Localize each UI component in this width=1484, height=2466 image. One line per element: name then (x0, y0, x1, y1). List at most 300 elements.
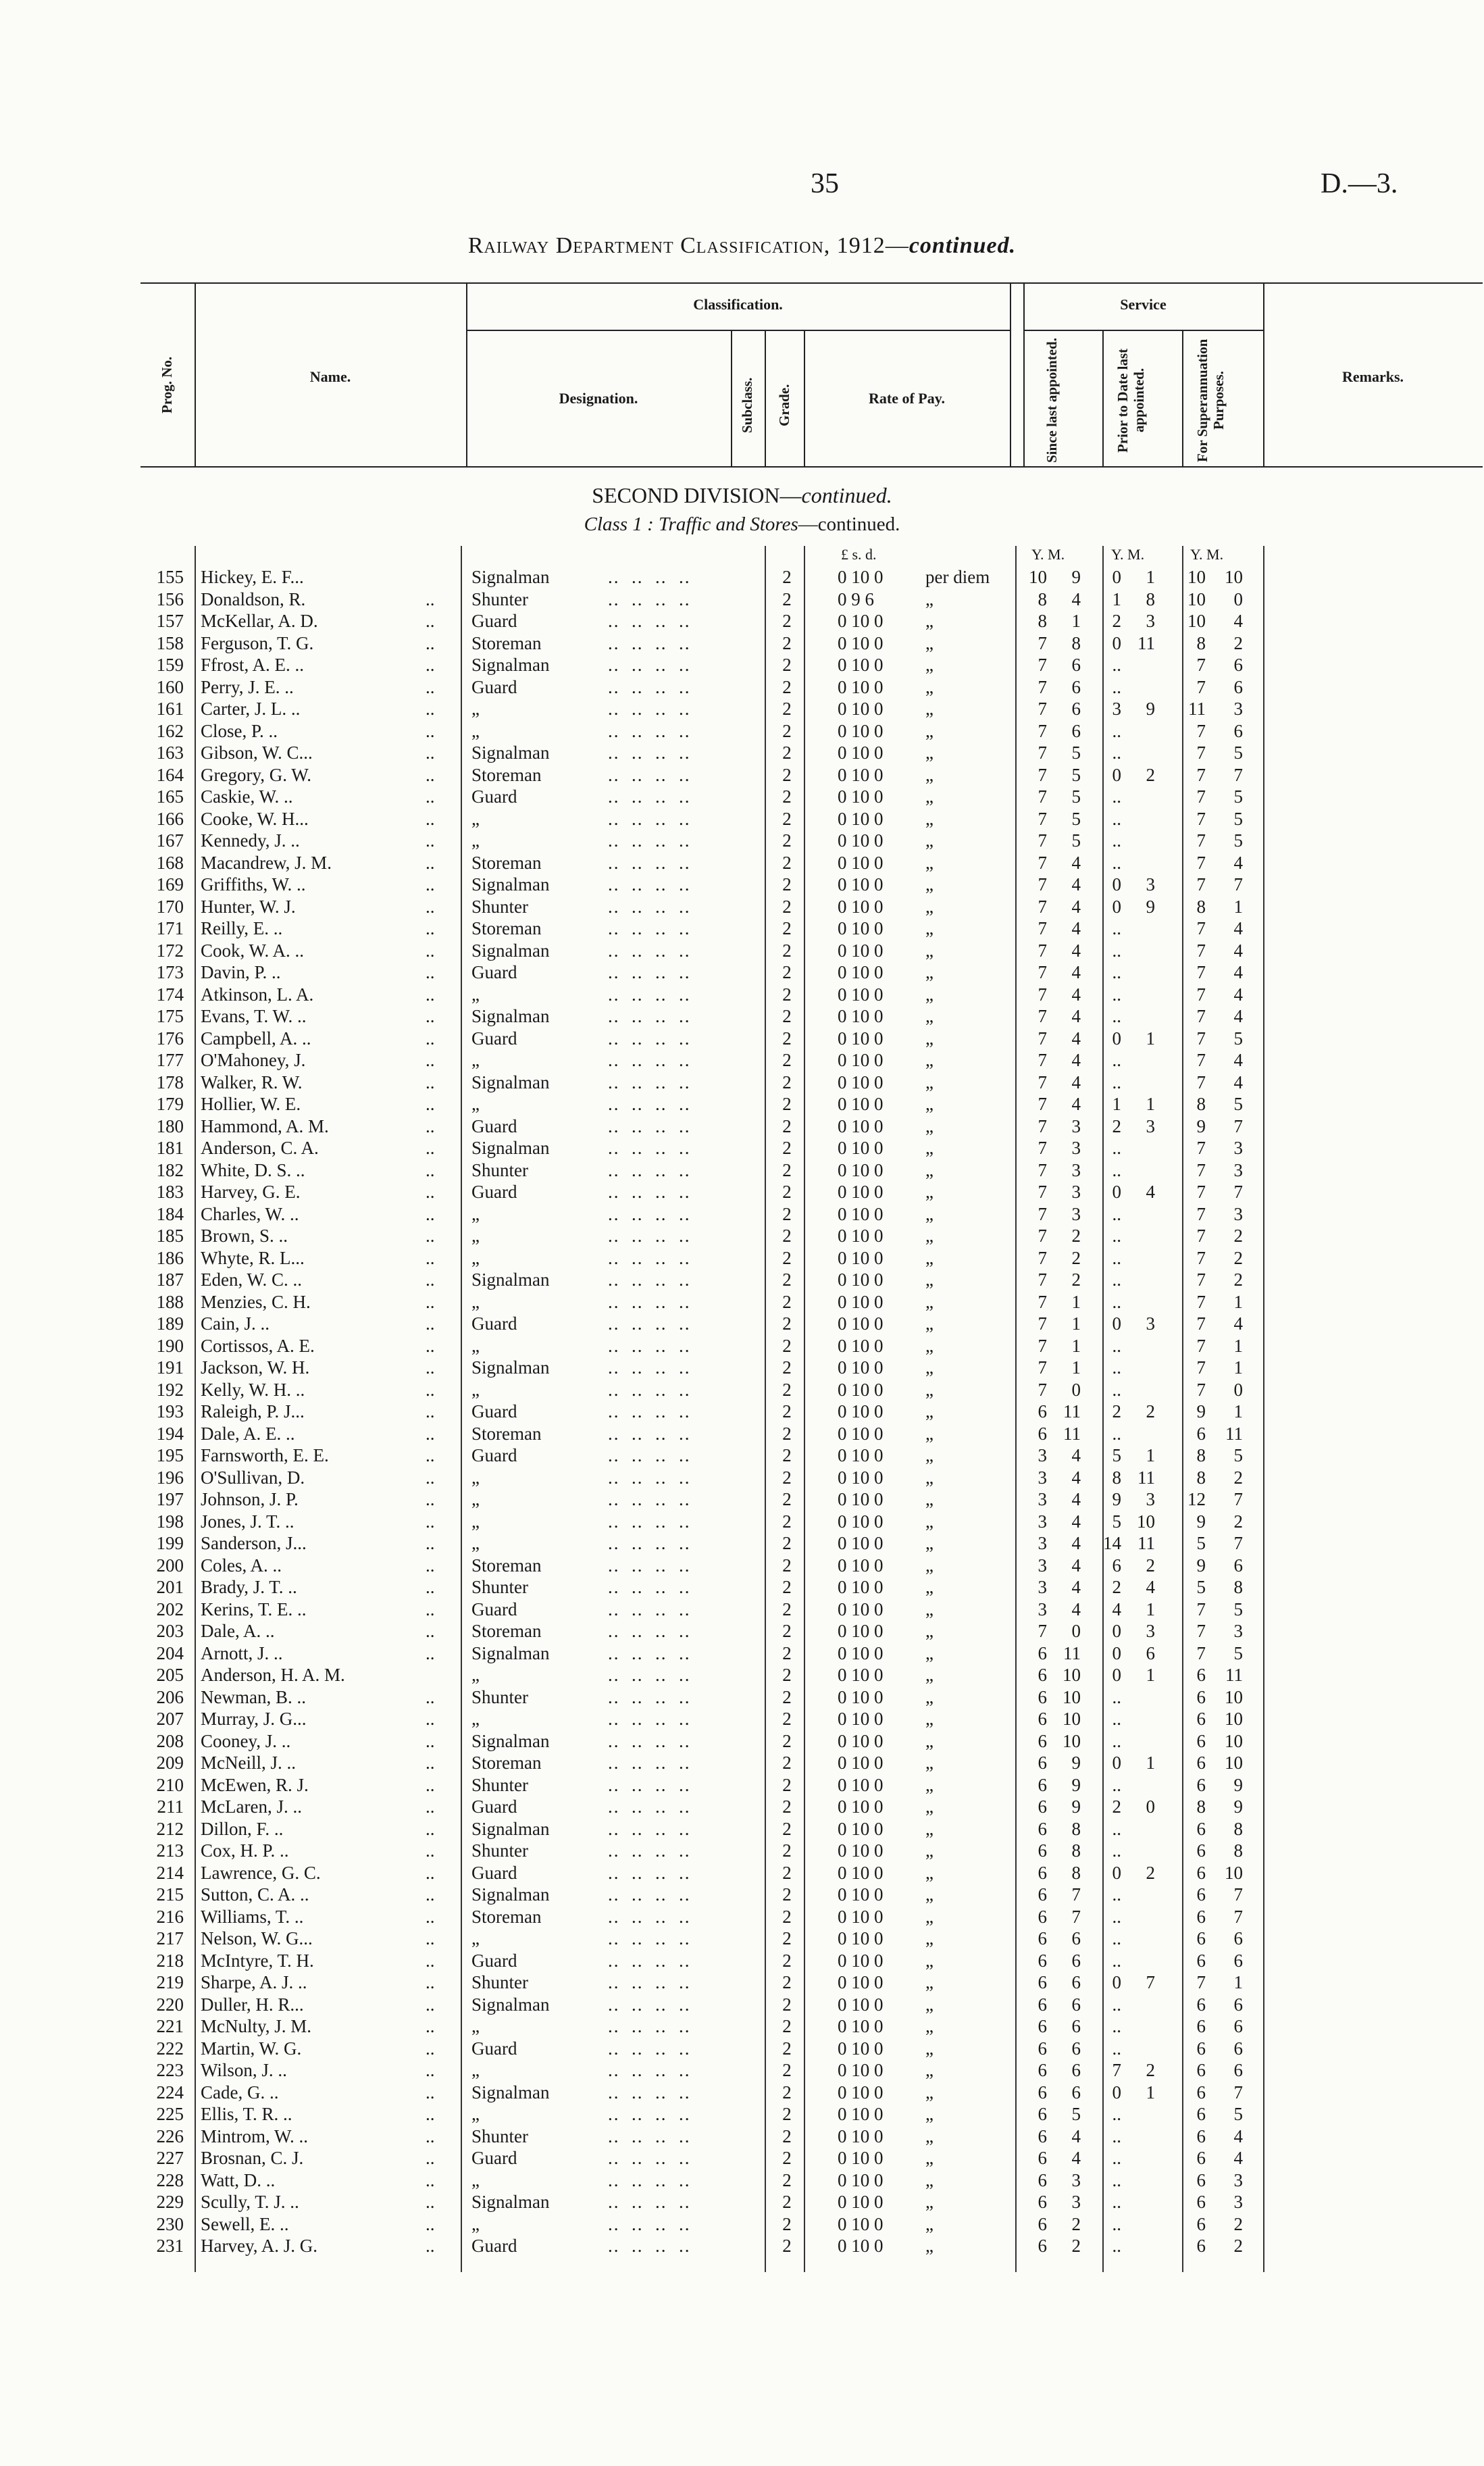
super-months-cell: 2 (1233, 1269, 1243, 1290)
designation-leader-dots: .. .. .. .. (608, 1642, 691, 1663)
since-months-cell: 2 (1071, 2213, 1081, 2234)
prog-no-cell: 226 (156, 2125, 184, 2146)
rate-of-pay-cell: 0 10 0 (838, 2082, 884, 2103)
rate-of-pay-cell: 0 10 0 (838, 1709, 884, 1729)
since-months-cell: 4 (1071, 874, 1081, 895)
rate-of-pay-cell: 0 10 0 (838, 940, 884, 961)
designation-cell: Shunter (471, 1840, 528, 1861)
super-months-cell: 10 (1225, 1709, 1243, 1729)
table-row (0, 1906, 1484, 1928)
since-years-cell: 7 (1038, 962, 1047, 982)
prior-years-cell: .. (1112, 2236, 1121, 2256)
super-years-cell: 6 (1196, 1753, 1206, 1773)
designation-cell: „ (471, 1335, 480, 1356)
table-row (0, 1028, 1484, 1050)
designation-leader-dots: .. .. .. .. (608, 2148, 691, 2168)
designation-leader-dots: .. .. .. .. (608, 1862, 691, 1883)
since-months-cell: 10 (1063, 1686, 1081, 1707)
prog-no-cell: 229 (156, 2192, 184, 2212)
name-cell: Farnsworth, E. E. (201, 1445, 329, 1465)
grade-cell: 2 (782, 896, 792, 917)
grade-cell: 2 (782, 1906, 792, 1927)
since-years-cell: 6 (1038, 1972, 1047, 1992)
since-years-cell: 3 (1038, 1599, 1047, 1619)
super-months-cell: 5 (1233, 786, 1243, 807)
name-leader-dots: .. (426, 1840, 435, 1861)
title-caps: Railway Department Classification, 1912 (467, 233, 886, 258)
designation-cell: Storeman (471, 1621, 542, 1641)
since-years-cell: 7 (1038, 830, 1047, 851)
name-cell: Cook, W. A. .. (201, 940, 305, 961)
prog-no-cell: 224 (156, 2082, 184, 2103)
prog-no-cell: 169 (156, 874, 184, 895)
table-row (0, 720, 1484, 743)
designation-leader-dots: .. .. .. .. (608, 655, 691, 675)
prior-years-cell: .. (1112, 1928, 1121, 1948)
prog-no-cell: 213 (156, 1840, 184, 1861)
since-years-cell: 7 (1038, 1226, 1047, 1246)
name-leader-dots: .. (426, 1511, 435, 1532)
designation-leader-dots: .. .. .. .. (608, 1555, 691, 1576)
table-row (0, 1752, 1484, 1774)
prog-no-cell: 217 (156, 1928, 184, 1948)
name-leader-dots: .. (426, 1401, 435, 1421)
table-row (0, 698, 1484, 720)
since-years-cell: 7 (1038, 1335, 1047, 1356)
rate-of-pay-cell: 0 10 0 (838, 1840, 884, 1861)
table-row (0, 588, 1484, 611)
since-years-cell: 3 (1038, 1467, 1047, 1488)
grade-cell: 2 (782, 1445, 792, 1465)
super-years-cell: 6 (1196, 1862, 1206, 1883)
designation-leader-dots: .. .. .. .. (608, 1994, 691, 2015)
rate-suffix-cell: „ (925, 1774, 933, 1795)
super-years-cell: 6 (1196, 1884, 1206, 1905)
rate-of-pay-cell: 0 10 0 (838, 1138, 884, 1158)
rate-suffix-cell: „ (925, 1072, 933, 1092)
rate-suffix-cell: „ (925, 655, 933, 675)
since-months-cell: 5 (1071, 2104, 1081, 2124)
table-row (0, 1620, 1484, 1642)
super-months-cell: 4 (1233, 918, 1243, 938)
prior-months-cell: 9 (1146, 699, 1155, 719)
col-service: Service (1120, 296, 1167, 313)
name-cell: Charles, W. .. (201, 1203, 299, 1224)
since-years-cell: 6 (1038, 2236, 1047, 2256)
grade-cell: 2 (782, 2236, 792, 2256)
rate-suffix-cell: „ (925, 1577, 933, 1597)
since-months-cell: 9 (1071, 1753, 1081, 1773)
rate-of-pay-cell: 0 10 0 (838, 2236, 884, 2256)
rate-suffix-cell: „ (925, 2104, 933, 2124)
grade-cell: 2 (782, 1138, 792, 1158)
super-months-cell: 3 (1233, 1159, 1243, 1180)
table-row (0, 940, 1484, 962)
since-months-cell: 4 (1071, 1489, 1081, 1509)
super-months-cell: 7 (1233, 1182, 1243, 1202)
prior-years-cell: 0 (1112, 874, 1121, 895)
rate-of-pay-cell: 0 10 0 (838, 655, 884, 675)
rate-suffix-cell: „ (925, 962, 933, 982)
table-row (0, 1335, 1484, 1357)
prior-years-cell: .. (1112, 1884, 1121, 1905)
since-months-cell: 9 (1071, 567, 1081, 587)
designation-cell: Guard (471, 786, 517, 807)
name-cell: Sutton, C. A. .. (201, 1884, 309, 1905)
super-months-cell: 3 (1233, 1621, 1243, 1641)
since-months-cell: 3 (1071, 2192, 1081, 2212)
grade-cell: 2 (782, 1774, 792, 1795)
super-months-cell: 2 (1233, 2213, 1243, 2234)
table-row (0, 1115, 1484, 1138)
prior-months-cell: 9 (1146, 896, 1155, 917)
rate-of-pay-cell: 0 10 0 (838, 2038, 884, 2059)
grade-cell: 2 (782, 1709, 792, 1729)
super-months-cell: 8 (1233, 1577, 1243, 1597)
rate-of-pay-cell: 0 10 0 (838, 2169, 884, 2190)
designation-leader-dots: .. .. .. .. (608, 764, 691, 785)
prior-months-cell: 8 (1146, 588, 1155, 609)
rate-of-pay-cell: 0 10 0 (838, 1050, 884, 1070)
super-months-cell: 3 (1233, 1203, 1243, 1224)
since-months-cell: 4 (1071, 1577, 1081, 1597)
rate-suffix-cell: „ (925, 1291, 933, 1312)
prior-years-cell: .. (1112, 918, 1121, 938)
super-years-cell: 6 (1196, 2213, 1206, 2234)
prog-no-cell: 171 (156, 918, 184, 938)
name-cell: Kelly, W. H. .. (201, 1379, 305, 1400)
table-header (0, 0, 1484, 473)
grade-cell: 2 (782, 1379, 792, 1400)
name-cell: Brown, S. .. (201, 1226, 288, 1246)
name-cell: Johnson, J. P. (201, 1489, 299, 1509)
super-months-cell: 5 (1233, 1445, 1243, 1465)
grade-cell: 2 (782, 2192, 792, 2212)
name-cell: Hunter, W. J. (201, 896, 296, 917)
designation-cell: „ (471, 2060, 480, 2080)
prog-no-cell: 160 (156, 676, 184, 697)
table-row (0, 1357, 1484, 1379)
super-years-cell: 7 (1196, 1203, 1206, 1224)
super-months-cell: 10 (1225, 567, 1243, 587)
prior-years-cell: 1 (1112, 588, 1121, 609)
prog-no-cell: 208 (156, 1730, 184, 1751)
table-row (0, 786, 1484, 808)
designation-leader-dots: .. .. .. .. (608, 1313, 691, 1334)
grade-cell: 2 (782, 1840, 792, 1861)
since-months-cell: 5 (1071, 743, 1081, 763)
prog-no-cell: 219 (156, 1972, 184, 1992)
rate-suffix-cell: „ (925, 2169, 933, 2190)
super-years-cell: 6 (1196, 2125, 1206, 2146)
rate-of-pay-cell: 0 10 0 (838, 2148, 884, 2168)
rate-suffix-cell: „ (925, 1555, 933, 1576)
prior-years-cell: 14 (1103, 1533, 1121, 1553)
since-years-cell: 3 (1038, 1489, 1047, 1509)
prior-years-cell: .. (1112, 984, 1121, 1005)
table-row (0, 2191, 1484, 2213)
grade-cell: 2 (782, 1159, 792, 1180)
super-years-cell: 6 (1196, 2104, 1206, 2124)
since-months-cell: 2 (1071, 1226, 1081, 1246)
since-years-cell: 3 (1038, 1555, 1047, 1576)
designation-leader-dots: .. .. .. .. (608, 1577, 691, 1597)
designation-leader-dots: .. .. .. .. (608, 808, 691, 829)
prog-no-cell: 179 (156, 1094, 184, 1114)
since-months-cell: 10 (1063, 1665, 1081, 1685)
grade-cell: 2 (782, 1226, 792, 1246)
name-cell: McKellar, A. D. (201, 611, 318, 631)
rate-suffix-cell: „ (925, 743, 933, 763)
prog-no-cell: 206 (156, 1686, 184, 1707)
super-months-cell: 2 (1233, 1511, 1243, 1532)
grade-cell: 2 (782, 1247, 792, 1268)
designation-leader-dots: .. .. .. .. (608, 1028, 691, 1049)
name-leader-dots: .. (426, 676, 435, 697)
name-cell: Reilly, E. .. (201, 918, 283, 938)
designation-leader-dots: .. .. .. .. (608, 1159, 691, 1180)
prior-months-cell: 0 (1146, 1796, 1155, 1817)
name-leader-dots: .. (426, 2148, 435, 2168)
prog-no-cell: 155 (156, 567, 184, 587)
designation-leader-dots: .. .. .. .. (608, 1972, 691, 1992)
grade-cell: 2 (782, 611, 792, 631)
super-months-cell: 6 (1233, 2038, 1243, 2059)
super-months-cell: 4 (1233, 611, 1243, 631)
prior-years-cell: 4 (1112, 1599, 1121, 1619)
super-years-cell: 7 (1196, 940, 1206, 961)
since-years-cell: 6 (1038, 1840, 1047, 1861)
designation-cell: „ (471, 1665, 480, 1685)
rate-suffix-cell: „ (925, 830, 933, 851)
name-cell: Sanderson, J... (201, 1533, 307, 1553)
prior-years-cell: .. (1112, 1774, 1121, 1795)
super-months-cell: 11 (1225, 1665, 1243, 1685)
since-months-cell: 4 (1071, 962, 1081, 982)
designation-leader-dots: .. .. .. .. (608, 940, 691, 961)
since-years-cell: 7 (1038, 1247, 1047, 1268)
super-years-cell: 7 (1196, 764, 1206, 785)
rate-of-pay-cell: 0 10 0 (838, 1906, 884, 1927)
name-cell: Cox, H. P. .. (201, 1840, 289, 1861)
designation-cell: „ (471, 984, 480, 1005)
designation-leader-dots: .. .. .. .. (608, 611, 691, 631)
prog-no-cell: 182 (156, 1159, 184, 1180)
name-cell: O'Mahoney, J. (201, 1050, 306, 1070)
rate-suffix-cell: „ (925, 1862, 933, 1883)
super-years-cell: 7 (1196, 1379, 1206, 1400)
super-years-cell: 7 (1196, 852, 1206, 873)
prior-years-cell: .. (1112, 1335, 1121, 1356)
name-leader-dots: .. (426, 1730, 435, 1751)
rate-suffix-cell: „ (925, 1269, 933, 1290)
grade-cell: 2 (782, 786, 792, 807)
table-row (0, 2038, 1484, 2060)
table-row (0, 1313, 1484, 1335)
super-months-cell: 6 (1233, 1950, 1243, 1971)
table-row (0, 1423, 1484, 1445)
since-months-cell: 7 (1071, 1906, 1081, 1927)
super-months-cell: 6 (1233, 1928, 1243, 1948)
rate-of-pay-cell: 0 10 0 (838, 2104, 884, 2124)
rate-suffix-cell: „ (925, 1357, 933, 1378)
super-months-cell: 5 (1233, 1599, 1243, 1619)
grade-cell: 2 (782, 1094, 792, 1114)
super-years-cell: 6 (1196, 1686, 1206, 1707)
name-cell: Scully, T. J. .. (201, 2192, 299, 2212)
super-months-cell: 2 (1233, 632, 1243, 653)
since-years-cell: 6 (1038, 1730, 1047, 1751)
rate-of-pay-cell: 0 10 0 (838, 1335, 884, 1356)
grade-cell: 2 (782, 1467, 792, 1488)
designation-cell: Guard (471, 1445, 517, 1465)
rate-suffix-cell: „ (925, 2016, 933, 2036)
rate-of-pay-cell: 0 10 0 (838, 1313, 884, 1334)
super-years-cell: 7 (1196, 786, 1206, 807)
prior-months-cell: 1 (1146, 1094, 1155, 1114)
rate-of-pay-cell: 0 10 0 (838, 567, 884, 587)
rate-suffix-cell: „ (925, 1138, 933, 1158)
name-leader-dots: .. (426, 940, 435, 961)
name-leader-dots: .. (426, 852, 435, 873)
designation-cell: Storeman (471, 764, 542, 785)
rate-suffix-cell: „ (925, 1599, 933, 1619)
grade-cell: 2 (782, 1115, 792, 1136)
designation-cell: Signalman (471, 1072, 550, 1092)
name-leader-dots: .. (426, 1753, 435, 1773)
since-years-cell: 6 (1038, 2192, 1047, 2212)
designation-cell: „ (471, 1203, 480, 1224)
name-leader-dots: .. (426, 2082, 435, 2103)
table-row (0, 1072, 1484, 1094)
rate-suffix-cell: „ (925, 1753, 933, 1773)
name-cell: Lawrence, G. C. (201, 1862, 321, 1883)
super-years-cell: 7 (1196, 1072, 1206, 1092)
name-cell: Hollier, W. E. (201, 1094, 301, 1114)
rate-of-pay-cell: 0 10 0 (838, 1115, 884, 1136)
rate-suffix-cell: „ (925, 1972, 933, 1992)
designation-leader-dots: .. .. .. .. (608, 2104, 691, 2124)
name-cell: Dale, A. E. .. (201, 1423, 295, 1444)
rate-suffix-cell: „ (925, 588, 933, 609)
super-months-cell: 2 (1233, 1247, 1243, 1268)
grade-cell: 2 (782, 1862, 792, 1883)
name-leader-dots: .. (426, 1094, 435, 1114)
prior-years-cell: 5 (1112, 1511, 1121, 1532)
designation-cell: Shunter (471, 896, 528, 917)
designation-cell: „ (471, 1247, 480, 1268)
since-months-cell: 6 (1071, 655, 1081, 675)
units-super: Y. M. (1190, 546, 1224, 563)
designation-cell: „ (471, 808, 480, 829)
rate-suffix-cell: „ (925, 1423, 933, 1444)
name-cell: Dillon, F. .. (201, 1818, 284, 1839)
name-leader-dots: .. (426, 764, 435, 785)
rate-of-pay-cell: 0 10 0 (838, 1994, 884, 2015)
rate-of-pay-cell: 0 10 0 (838, 1182, 884, 1202)
name-leader-dots: .. (426, 2213, 435, 2234)
since-years-cell: 6 (1038, 1423, 1047, 1444)
since-months-cell: 4 (1071, 1028, 1081, 1049)
name-leader-dots: .. (426, 808, 435, 829)
since-years-cell: 6 (1038, 1774, 1047, 1795)
name-leader-dots: .. (426, 1445, 435, 1465)
prior-years-cell: .. (1112, 852, 1121, 873)
rate-of-pay-cell: 0 10 0 (838, 764, 884, 785)
grade-cell: 2 (782, 1313, 792, 1334)
prog-no-cell: 175 (156, 1006, 184, 1026)
rate-suffix-cell: „ (925, 1006, 933, 1026)
since-years-cell: 6 (1038, 2060, 1047, 2080)
rate-of-pay-cell: 0 10 0 (838, 1686, 884, 1707)
prior-years-cell: 0 (1112, 1182, 1121, 1202)
super-years-cell: 10 (1187, 611, 1206, 631)
table-row (0, 874, 1484, 896)
designation-leader-dots: .. .. .. .. (608, 1401, 691, 1421)
designation-cell: „ (471, 1709, 480, 1729)
designation-leader-dots: .. .. .. .. (608, 1467, 691, 1488)
designation-leader-dots: .. .. .. .. (608, 2060, 691, 2080)
name-cell: McNulty, J. M. (201, 2016, 312, 2036)
super-years-cell: 6 (1196, 2082, 1206, 2103)
super-months-cell: 7 (1233, 1533, 1243, 1553)
rate-of-pay-cell: 0 10 0 (838, 1006, 884, 1026)
since-years-cell: 3 (1038, 1577, 1047, 1597)
grade-cell: 2 (782, 1818, 792, 1839)
super-years-cell: 7 (1196, 1182, 1206, 1202)
grade-cell: 2 (782, 1950, 792, 1971)
super-years-cell: 6 (1196, 1818, 1206, 1839)
super-months-cell: 1 (1233, 1291, 1243, 1312)
super-months-cell: 0 (1233, 1379, 1243, 1400)
designation-leader-dots: .. .. .. .. (608, 676, 691, 697)
rate-suffix-cell: „ (925, 1796, 933, 1817)
table-row (0, 1269, 1484, 1291)
table-row (0, 917, 1484, 940)
division-heading (0, 483, 1484, 508)
grade-cell: 2 (782, 1994, 792, 2015)
designation-cell: Guard (471, 1115, 517, 1136)
designation-cell: Shunter (471, 588, 528, 609)
prog-no-cell: 227 (156, 2148, 184, 2168)
since-years-cell: 6 (1038, 1665, 1047, 1685)
since-months-cell: 6 (1071, 1950, 1081, 1971)
rate-of-pay-cell: 0 10 0 (838, 1445, 884, 1465)
rate-of-pay-cell: 0 10 0 (838, 1533, 884, 1553)
name-cell: Walker, R. W. (201, 1072, 303, 1092)
table-row (0, 742, 1484, 764)
prog-no-cell: 195 (156, 1445, 184, 1465)
since-years-cell: 3 (1038, 1511, 1047, 1532)
prior-months-cell: 1 (1146, 1445, 1155, 1465)
since-years-cell: 7 (1038, 1379, 1047, 1400)
grade-cell: 2 (782, 874, 792, 895)
since-months-cell: 4 (1071, 1555, 1081, 1576)
grade-cell: 2 (782, 2148, 792, 2168)
prog-no-cell: 177 (156, 1050, 184, 1070)
name-cell: Anderson, H. A. M. (201, 1665, 345, 1685)
table-row (0, 1708, 1484, 1730)
designation-cell: Signalman (471, 655, 550, 675)
prog-no-cell: 157 (156, 611, 184, 631)
designation-cell: Shunter (471, 1686, 528, 1707)
grade-cell: 2 (782, 1665, 792, 1685)
rate-suffix-cell: „ (925, 1379, 933, 1400)
rate-suffix-cell: „ (925, 1906, 933, 1927)
prior-years-cell: 3 (1112, 699, 1121, 719)
grade-cell: 2 (782, 984, 792, 1005)
rate-suffix-cell: „ (925, 808, 933, 829)
